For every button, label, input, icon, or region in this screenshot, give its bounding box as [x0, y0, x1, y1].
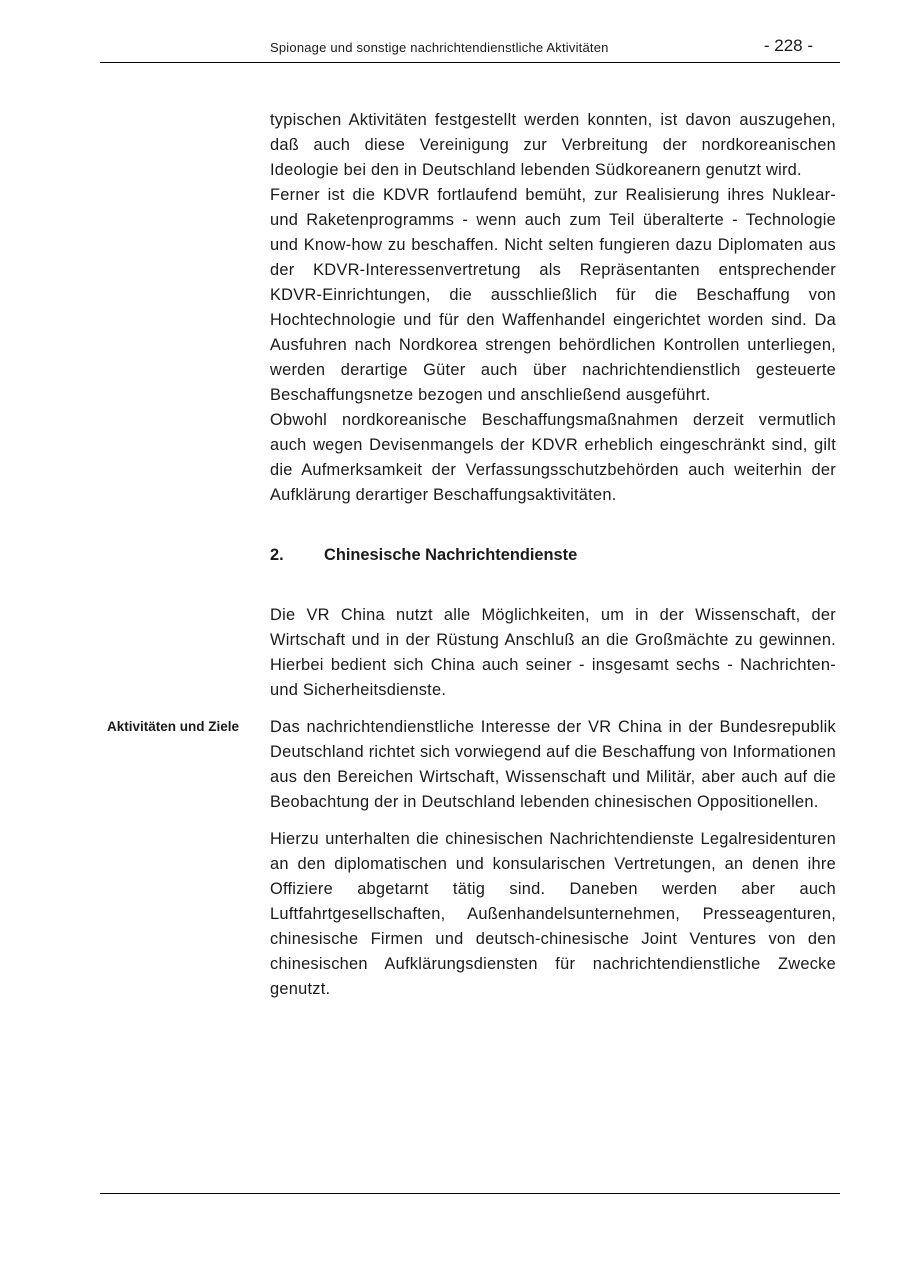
paragraph-legal-residences: Hierzu unterhalten die chinesischen Nachrichtendienste Legalresidenturen an den diplomatischen und konsularischen Vertretungen, an denen ihre Offiziere abgetarnt tätig sind. Daneben werden aber auch Luftfahrtgesellschaften, Außenhandelsunternehmen, Presseagenturen, chinesische Firmen und deutsch-chinesische Joint Ventures von den chinesischen Aufklärungsdiensten für nachrichtendienstliche Zwecke genutzt.: [270, 830, 836, 998]
section-title: Chinesische Nachrichtendienste: [324, 546, 578, 564]
running-title: Spionage und sonstige nachrichtendienstliche Aktivitäten: [270, 40, 609, 55]
subsection-activities: [107, 715, 836, 815]
paragraph-procurement-restrictions: Obwohl nordkoreanische Beschaffungsmaßnahmen derzeit vermutlich auch wegen Devisenmangels der KDVR erheblich eingeschränkt sind, gilt die Aufmerksamkeit der Verfassungsschutzbehörden auch weiterhin der Aufklärung derartiger Beschaffungsaktivitäten.: [270, 411, 836, 504]
paragraph-china-intro: Die VR China nutzt alle Möglichkeiten, um in der Wissenschaft, der Wirtschaft und in der Rüstung Anschluß an die Großmächte zu gewinnen. Hierbei bedient sich China auch seiner - insgesamt sechs - Nachrichten- und Sicherheitsdienste.: [270, 606, 836, 699]
section-heading: [270, 543, 836, 568]
paragraph-china-interest: Das nachrichtendienstliche Interesse der VR China in der Bundesrepublik Deutschland richtet sich vorwiegend auf die Beschaffung von Informationen aus den Bereichen Wirtschaft, Wissenschaft und Militär, aber auch auf die Beobachtung der in Deutschland lebenden chinesischen Oppositionellen.: [270, 718, 836, 811]
page-header: [100, 34, 840, 63]
section-number: 2.: [270, 546, 284, 564]
paragraph-nuclear-procurement: Ferner ist die KDVR fortlaufend bemüht, zur Realisierung ihres Nuklear- und Raketenprogramms - wenn auch zum Teil überalterte - Technologie und Know-how zu beschaffen. Nicht selten fungieren dazu Diplomaten aus der KDVR-Interessenvertretung als Repräsentanten entsprechender KDVR-Einrichtungen, die ausschließlich für die Beschaffung von Hochtechnologie und für den Waffenhandel eingerichtet worden sind. Da Ausfuhren nach Nordkorea strengen behördlichen Kontrollen unterliegen, werden derartige Güter auch über nachrichtendienstlich gesteuerte Beschaffungsnetze bezogen und anschließend ausgeführt.: [270, 186, 836, 404]
page-body: [107, 108, 836, 1002]
page-number: - 228 -: [763, 36, 813, 55]
margin-label: Aktivitäten und Ziele: [107, 719, 240, 734]
paragraph-continuation: typischen Aktivitäten festgestellt werden konnten, ist davon auszugehen, daß auch diese Vereinigung zur Verbreitung der nordkoreanischen Ideologie bei den in Deutschland lebenden Südkoreanern genutzt wird.: [270, 111, 836, 179]
footer-rule: [100, 1193, 840, 1194]
